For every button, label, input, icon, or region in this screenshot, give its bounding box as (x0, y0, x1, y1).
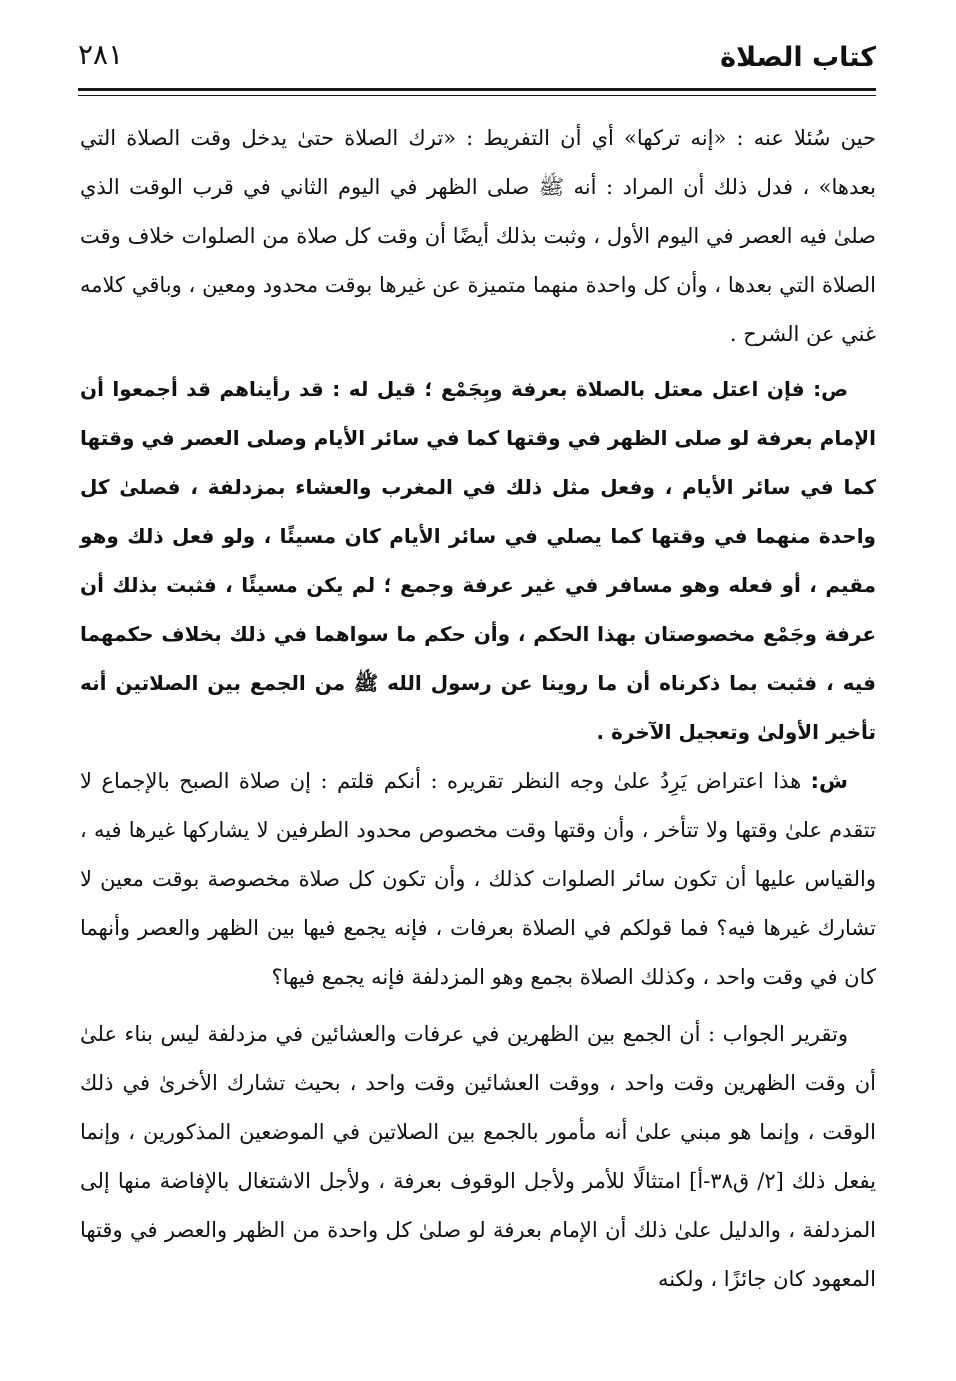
page-number: ٢٨١ (78, 38, 124, 71)
commentary-marker-shin: ش: (810, 769, 848, 793)
paragraph-text-bold (80, 365, 876, 757)
paragraph-commentary-end: حين سُئلا عنه : «إنه تركها» أي أن التفريط : «ترك الصلاة حتىٰ يدخل وقت الصلاة التي بعدها» ، فدل ذلك أن المراد : أنه ﷺ صلى الظهر في اليوم الثاني في قرب الوقت الذي صلىٰ فيه العصر في اليوم الأول ، وثبت بذلك أيضًا أن وقت كل صلاة من الصلوات خلاف وقت الصلاة التي بعدها ، وأن كل واحدة منهما متميزة عن غيرها بوقت محدود ومعين ، وباقي كلامه غني عن الشرح . (80, 126, 876, 346)
header-rule-thick (78, 88, 876, 91)
header-rule-thin (78, 95, 876, 96)
paragraph-commentary-content: هذا اعتراض يَرِدُ علىٰ وجه النظر تقريره : أنكم قلتم : إن صلاة الصبح بالإجماع لا تتقدم علىٰ وقتها ولا تتأخر ، وأن وقتها وقت مخصوص محدود الطرفين لا يشاركها غيرها فيه ، والقياس عليها أن تكون سائر الصلوات كذلك ، وأن تكون كل صلاة مخصوصة بوقت معين لا تشارك غيرها فيه؟ فما قولكم في الصلاة بعرفات ، فإنه يجمع فيها بين الظهر والعصر وأنهما كان في وقت واحد ، وكذلك الصلاة بجمع وهو المزدلفة فإنه يجمع فيها؟ (80, 769, 876, 989)
paragraph-commentary (80, 757, 876, 1002)
running-title: كتاب الصلاة (720, 42, 876, 73)
paragraph-answer: وتقرير الجواب : أن الجمع بين الظهرين في عرفات والعشائين في مزدلفة ليس بناء علىٰ أن وقت الظهرين وقت واحد ، ووقت العشائين وقت واحد ، بحيث تشارك الأخرىٰ في ذلك الوقت ، وإنما هو مبني علىٰ أنه مأمور بالجمع بين الصلاتين في الموضعين المذكورين ، وإنما يفعل ذلك [٢/ ق٣٨-أ] امتثالًا للأمر ولأجل الوقوف بعرفة ، ولأجل الاشتغال بالإفاضة منها إلى المزدلفة ، والدليل علىٰ ذلك أن الإمام بعرفة لو صلىٰ كل واحدة من الظهر والعصر في وقتها المعهود كان جائزًا ، ولكنه (80, 1022, 876, 1291)
page-body (80, 114, 876, 1304)
text-marker-sad: ص: (813, 377, 848, 401)
page-header (78, 38, 876, 90)
paragraph-text-bold-content: فإن اعتل معتل بالصلاة بعرفة وبِجَمْع ؛ قيل له : قد رأيناهم قد أجمعوا أن الإمام بعرفة لو صلى الظهر في وقتها كما في سائر الأيام وصلى العصر في وقتها كما في سائر الأيام ، وفعل مثل ذلك في المغرب والعشاء بمزدلفة ، فصلىٰ كل واحدة منهما في وقتها كما يصلي في سائر الأيام كان مسيئًا ، ولو فعل ذلك وهو مقيم ، أو فعله وهو مسافر في غير عرفة وجمع ؛ لم يكن مسيئًا ، فثبت بذلك أن عرفة وجَمْع مخصوصتان بهذا الحكم ، وأن حكم ما سواهما في ذلك بخلاف حكمهما فيه ، فثبت بما ذكرناه أن ما روينا عن رسول الله ﷺ من الجمع بين الصلاتين أنه تأخير الأولىٰ وتعجيل الآخرة . (80, 377, 876, 744)
